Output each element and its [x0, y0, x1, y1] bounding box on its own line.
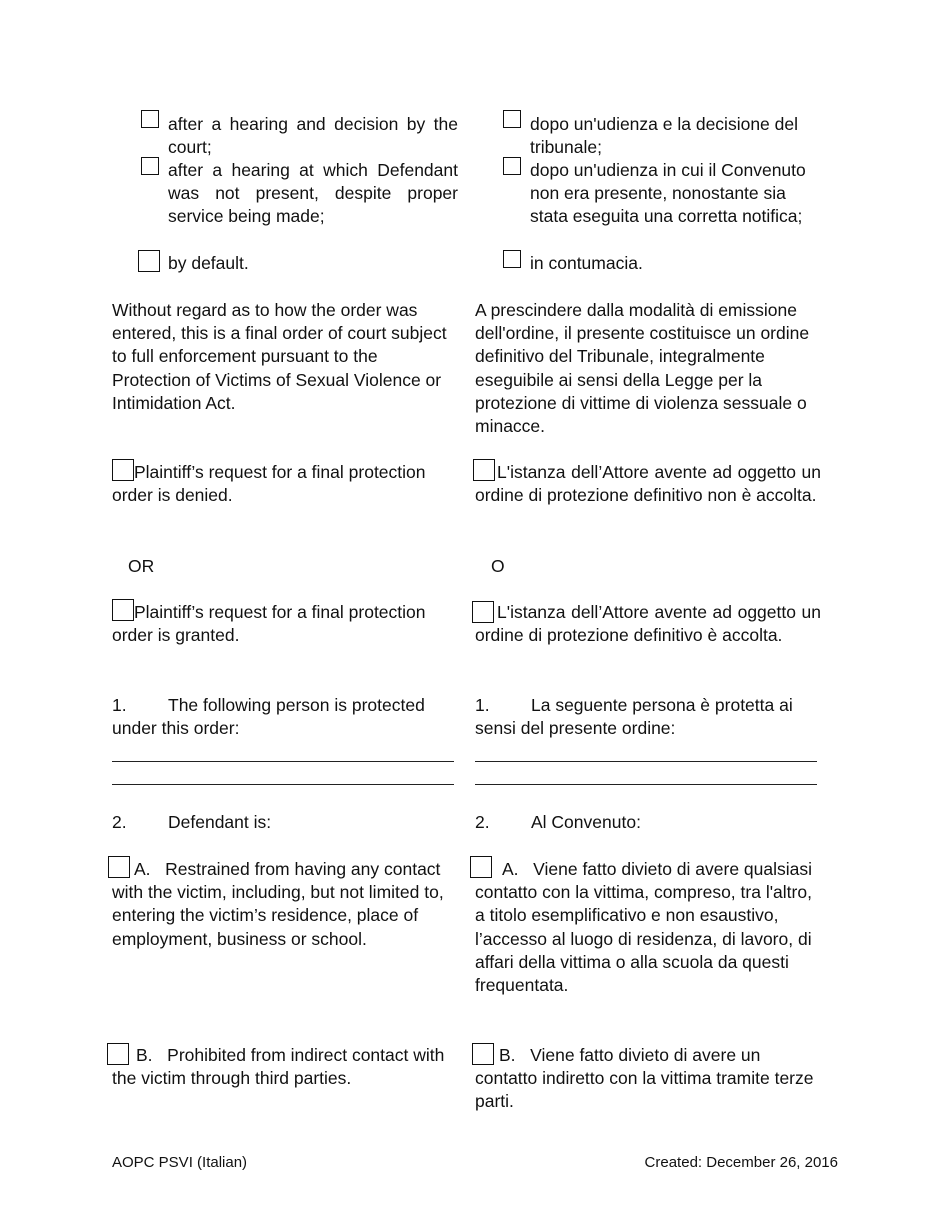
protected-person-line-1[interactable] — [112, 761, 454, 762]
udienza-decisione-label: dopo un'udienza e la decisione del tribunale; — [530, 114, 798, 158]
request-denied-checkbox[interactable] — [112, 459, 134, 481]
udienza-assente-checkbox[interactable] — [503, 157, 521, 175]
by-default-label: by default. — [168, 253, 249, 273]
request-granted-text: Plaintiff’s request for a final protection order is granted. — [112, 602, 426, 646]
hearing-decision-checkbox[interactable] — [141, 110, 159, 128]
request-granted-paragraph — [112, 601, 457, 647]
item-1-paragraph — [112, 694, 457, 740]
item-b-text: Prohibited from indirect contact with the victim through third parties. — [112, 1045, 445, 1089]
item-2-number: 2. — [112, 812, 127, 832]
persona-protetta-line-2[interactable] — [475, 784, 817, 785]
udienza-assente-label: dopo un'udienza in cui il Convenuto non era presente, nonostante sia stata eseguita una corretta notifica; — [530, 160, 806, 227]
hearing-decision-label: after a hearing and decision by the court; — [168, 114, 458, 158]
request-denied-paragraph — [112, 461, 457, 507]
punto-1-text: La seguente persona è protetta ai sensi del presente ordine: — [475, 695, 793, 739]
punto-a-text: Viene fatto divieto di avere qualsiasi contatto con la vittima, compreso, tra l'altro, a titolo esemplificativo e non esaustivo, l’accesso al luogo di residenza, di lavoro, di affari della vittima o alla scuola da questi frequentata. — [475, 859, 813, 996]
contumacia-checkbox[interactable] — [503, 250, 521, 268]
by-default-checkbox[interactable] — [138, 250, 160, 272]
item-2-paragraph — [112, 811, 457, 834]
item-1-text: The following person is protected under this order: — [112, 695, 425, 739]
item-b-label: B. — [136, 1045, 153, 1065]
punto-2-paragraph — [475, 811, 825, 834]
punto-b-paragraph — [475, 1044, 825, 1114]
istanza-accolta-paragraph — [475, 601, 821, 647]
istanza-accolta-text: L'istanza dell’Attore avente ad oggetto un ordine di protezione definitivo è accolta. — [475, 602, 821, 646]
punto-1-number: 1. — [475, 695, 490, 715]
punto-b-label: B. — [499, 1045, 516, 1065]
request-granted-checkbox[interactable] — [112, 599, 134, 621]
ordine-definitivo-paragraph: A prescindere dalla modalità di emissione dell'ordine, il presente costituisce un ordine definitivo del Tribunale, integralmente eseguibile ai sensi della Legge per la protezione di vittime di violenza sessuale o minacce. — [475, 300, 810, 437]
punto-a-paragraph — [475, 858, 825, 997]
item-a-paragraph — [112, 858, 457, 951]
item-b-paragraph — [112, 1044, 457, 1090]
item-a-text: Restrained from having any contact with the victim, including, but not limited to, entering the victim’s residence, place of employment, business or school. — [112, 859, 444, 949]
persona-protetta-line-1[interactable] — [475, 761, 817, 762]
item-2-text: Defendant is: — [168, 812, 272, 832]
item-a-label: A. — [134, 859, 151, 879]
footer-created-date: Created: December 26, 2016 — [644, 1154, 838, 1171]
punto-b-text: Viene fatto divieto di avere un contatto indiretto con la vittima tramite terze parti. — [475, 1045, 814, 1112]
istanza-non-accolta-checkbox[interactable] — [473, 459, 495, 481]
hearing-absent-label: after a hearing at which Defendant was not present, despite proper service being made; — [168, 160, 458, 227]
istanza-non-accolta-text: L'istanza dell’Attore avente ad oggetto un ordine di protezione definitivo non è accolta. — [475, 462, 821, 506]
footer-form-id: AOPC PSVI (Italian) — [112, 1154, 248, 1171]
punto-a-label: A. — [502, 859, 519, 879]
contumacia-label: in contumacia. — [530, 253, 643, 273]
request-denied-text: Plaintiff’s request for a final protection order is denied. — [112, 462, 426, 506]
istanza-non-accolta-paragraph — [475, 461, 821, 507]
punto-2-number: 2. — [475, 812, 490, 832]
o-label: O — [491, 556, 505, 576]
hearing-absent-checkbox[interactable] — [141, 157, 159, 175]
or-label: OR — [128, 556, 155, 576]
punto-2-text: Al Convenuto: — [531, 812, 641, 832]
item-1-number: 1. — [112, 695, 127, 715]
istanza-accolta-checkbox[interactable] — [472, 601, 494, 623]
punto-1-paragraph — [475, 694, 825, 740]
final-order-paragraph: Without regard as to how the order was entered, this is a final order of court subject to full enforcement pursuant to the Protection of Victims of Sexual Violence or Intimidation Act. — [112, 300, 447, 413]
protected-person-line-2[interactable] — [112, 784, 454, 785]
udienza-decisione-checkbox[interactable] — [503, 110, 521, 128]
